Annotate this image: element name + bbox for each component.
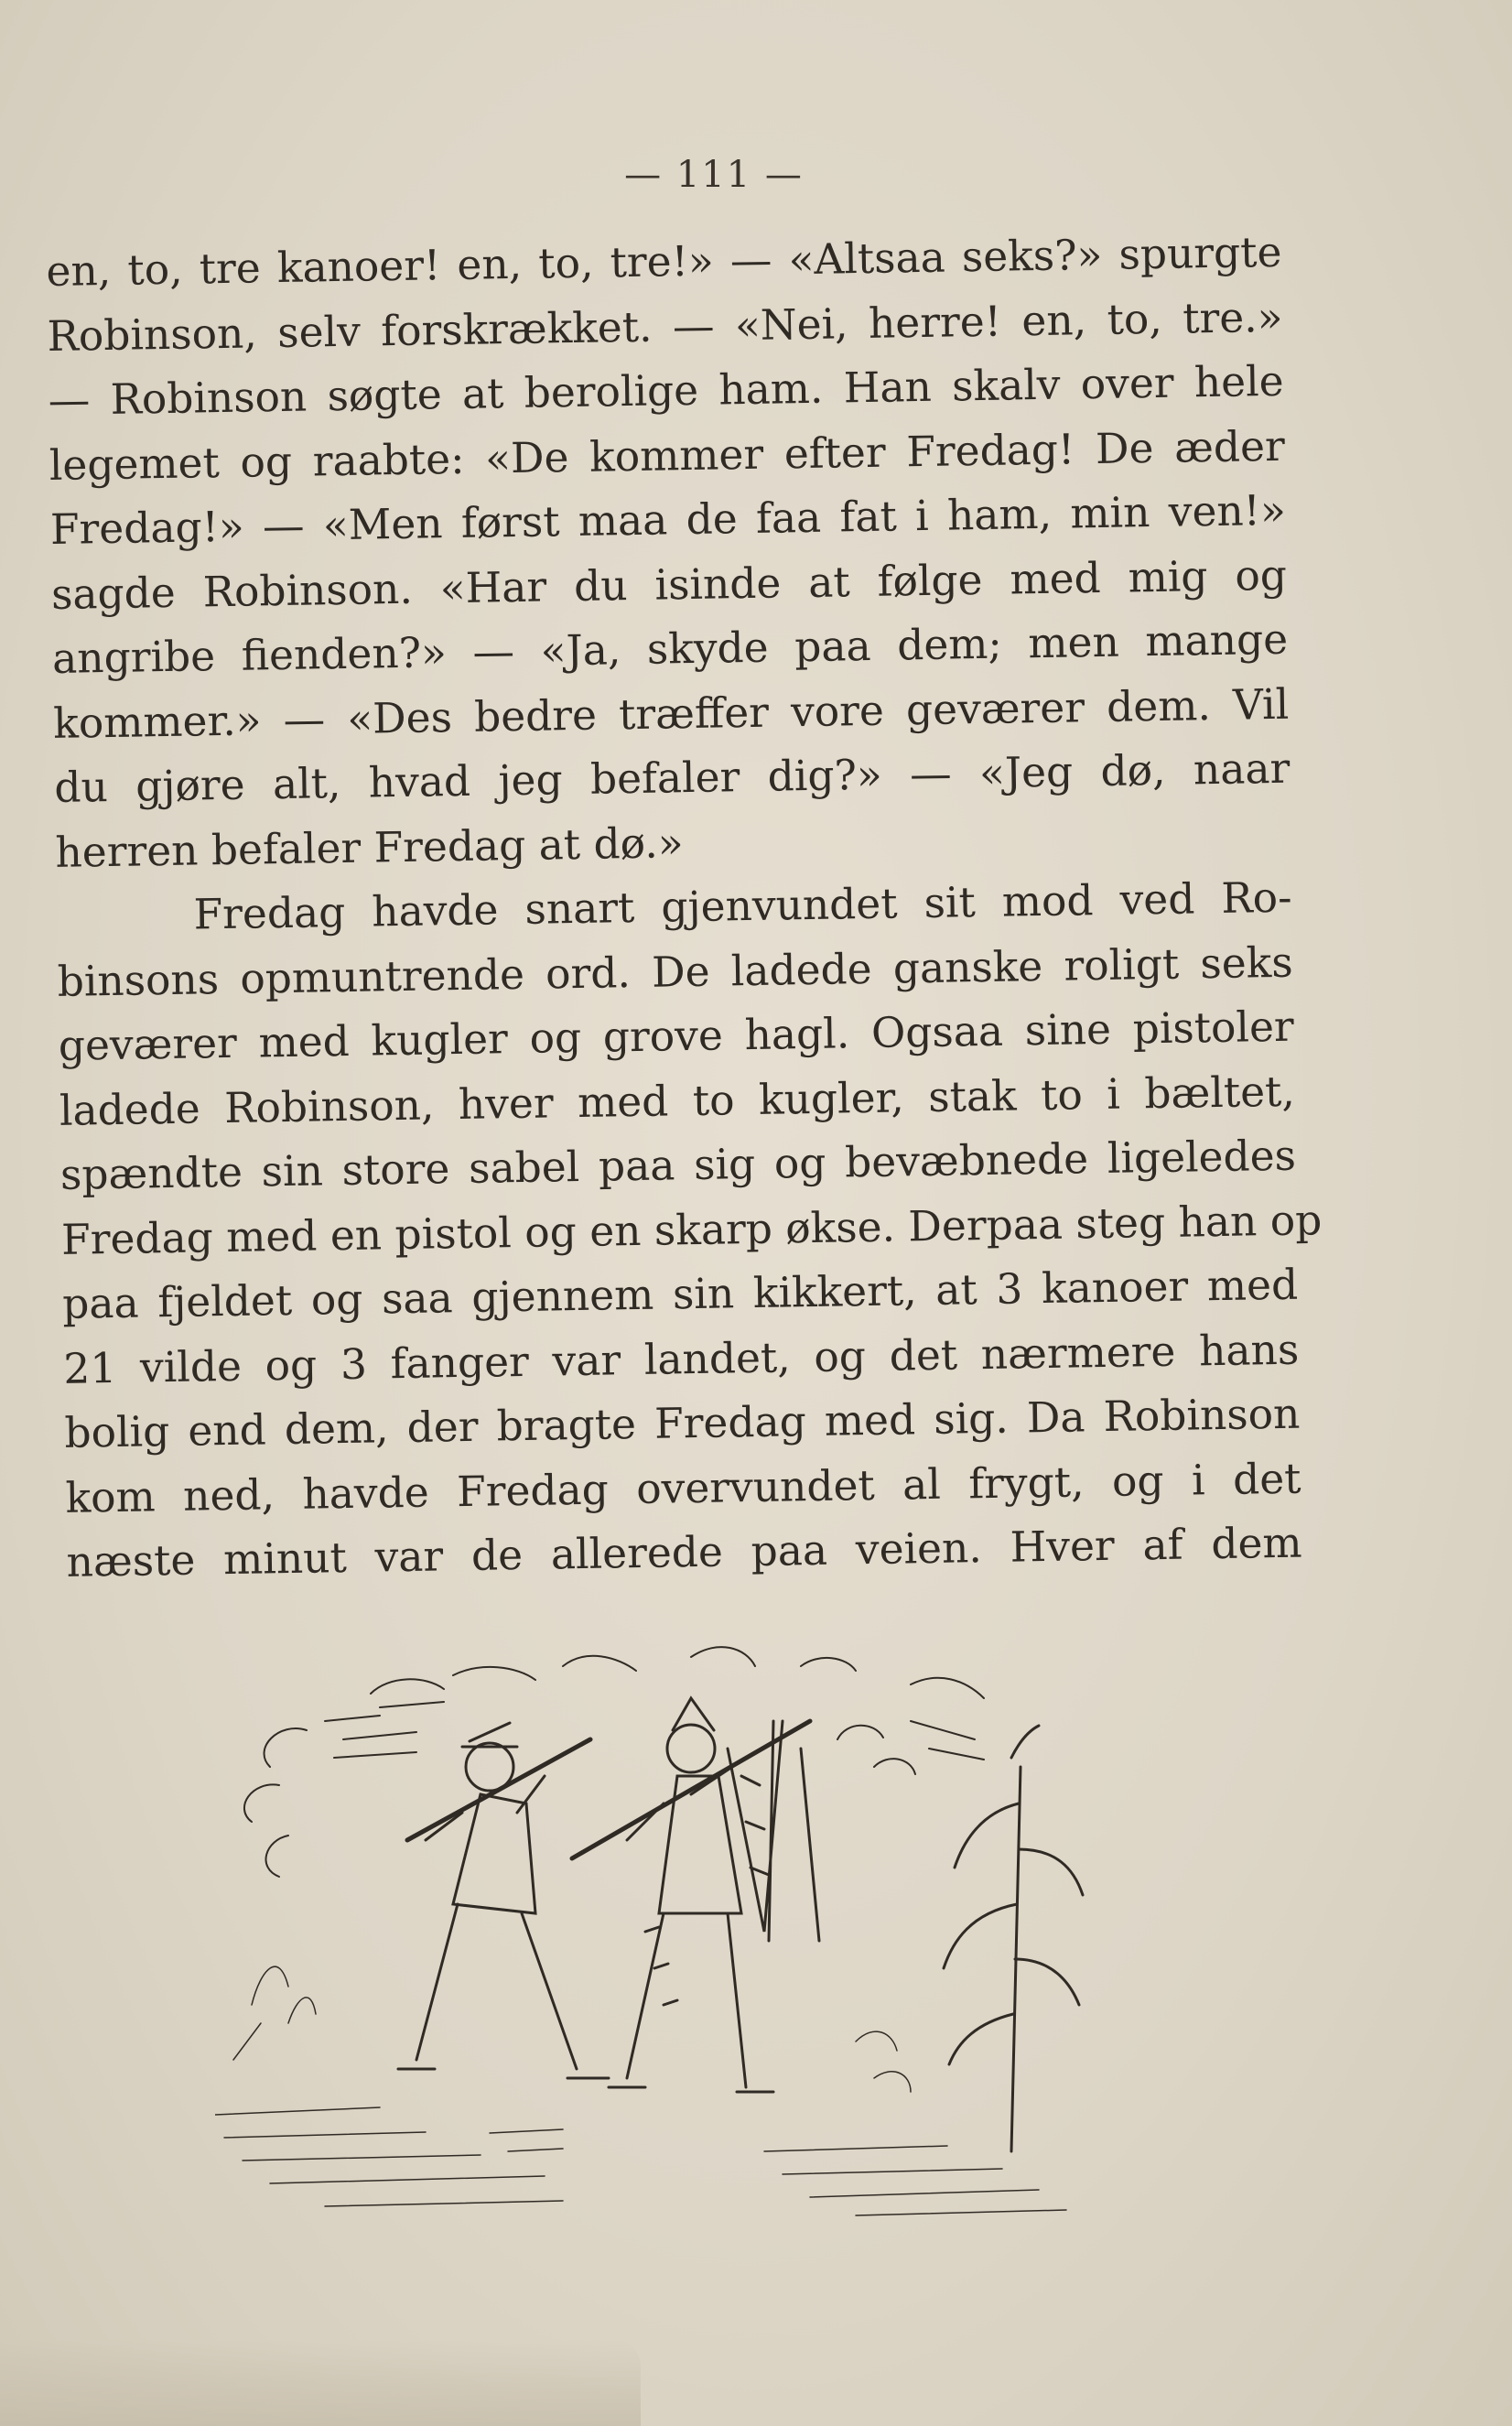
text-line: paa fjeldet og saa gjennem sin kikkert, at 3 kanoer med [61,1260,1299,1328]
text-line: sagde Robinson. «Har du isinde at følge med mig og [50,550,1288,619]
text-line: ladede Robinson, hver med to kugler, stak to i bæltet, [59,1067,1296,1135]
text-line: du gjøre alt, hvad jeg befaler dig?» — «Jeg dø, naar [53,743,1291,812]
text-line: Fredag med en pistol og en skarp økse. Derpaa steg han op [60,1195,1323,1264]
figure-fredag [572,1698,810,2092]
text-line: en, to, tre kanoer! en, to, tre!» — «Altsaa seks?» spurgte [46,227,1282,296]
text-line: binsons opmuntrende ord. De ladede ganske roligt seks [57,937,1293,1006]
text-line: legemet og raabte: «De kommer efter Fredag! De æder [49,421,1286,490]
text-line: næste minut var de allerede paa veien. Hver af dem [66,1518,1302,1587]
paper-discoloration [0,2339,641,2426]
foliage-clouds [244,1647,984,1877]
text-line: kom ned, havde Fredag overvundet al frygt, og i det [65,1454,1301,1522]
text-line: angribe fienden?» — «Ja, skyde paa dem; men mange [51,614,1289,683]
text-line: Fredag havde snart gjenvundet sit mod ved Ro- [193,872,1292,939]
text-line: herren befaler Fredag at dø.» [55,818,684,877]
body-text [46,221,1323,1596]
figure-robinson [398,1723,609,2078]
text-line: spændte sin store sabel paa sig og bevæbnede ligeledes [59,1131,1297,1199]
engraving-illustration [215,1639,1185,2243]
corn-plant [944,1726,1083,2151]
text-line: — Robinson søgte at berolige ham. Han skalv over hele [48,356,1285,425]
ground-hatching [215,1966,1066,2215]
text-line: kommer.» — «Des bedre træffer vore geværer dem. Vil [52,679,1290,748]
text-line: Fredag!» — «Men først maa de faa fat i ham, min ven!» [49,485,1287,554]
page-number: — 111 — [624,154,804,196]
text-line: bolig end dem, der bragte Fredag med sig. Da Robinson [64,1389,1301,1457]
text-line: geværer med kugler og grove hagl. Ogsaa sine pistoler [58,1002,1295,1070]
text-line: 21 vilde og 3 fanger var landet, og det nærmere hans [62,1325,1300,1393]
text-line: Robinson, selv forskrækket. — «Nei, herre! en, to, tre.» [47,292,1283,361]
